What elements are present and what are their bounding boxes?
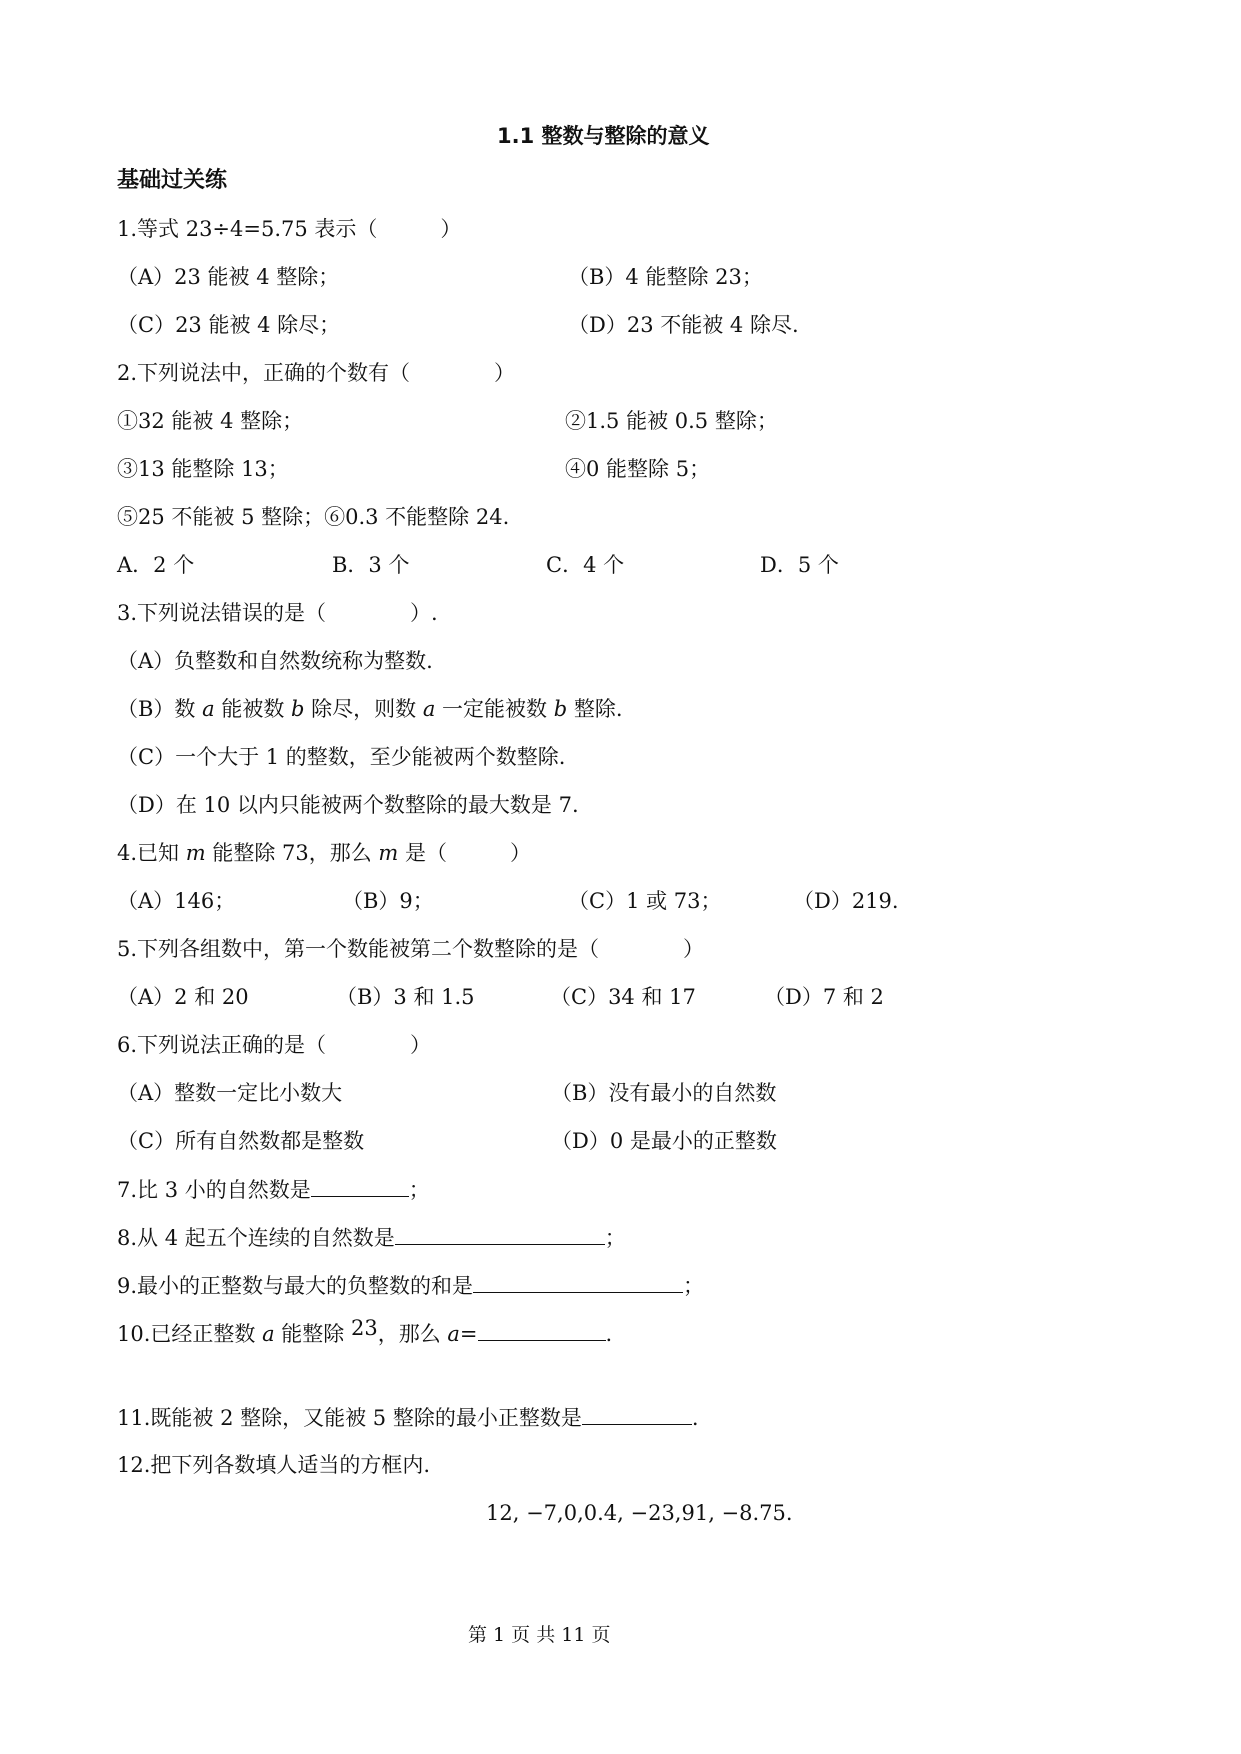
question-3-option-b: （B）数 a 能被数 b 除尽，则数 a 一定能被数 b 整除. xyxy=(117,697,623,721)
question-12-stem: 12.把下列各数填人适当的方框内. xyxy=(117,1453,431,1477)
question-2-option-a: A．2 个 xyxy=(117,553,195,577)
question-2-stem: 2.下列说法中，正确的个数有（ ） xyxy=(117,361,516,385)
question-2-statements-5-6: ⑤25 不能被 5 整除；⑥0.3 不能整除 24. xyxy=(117,505,510,529)
question-5-stem: 5.下列各组数中，第一个数能被第二个数整除的是（ ） xyxy=(117,937,705,961)
page-title: 1.1 整数与整除的意义 xyxy=(497,124,710,148)
question-2-option-b: B．3 个 xyxy=(332,553,410,577)
question-12-numbers: 12, −7,0,0.4, −23,91, −8.75. xyxy=(486,1501,793,1525)
question-2-option-c: C．4 个 xyxy=(546,553,625,577)
question-9: 9.最小的正整数与最大的负整数的和是 ； xyxy=(117,1270,704,1301)
question-5-option-a: （A）2 和 20 xyxy=(117,985,249,1009)
question-4-option-d: （D）219. xyxy=(793,889,899,913)
question-4-option-c: （C）1 或 73； xyxy=(568,889,722,913)
question-5-option-c: （C）34 和 17 xyxy=(550,985,696,1009)
question-4-option-a: （A）146； xyxy=(117,889,236,913)
superscript-number: 23 xyxy=(350,1316,378,1340)
question-6-option-b: （B）没有最小的自然数 xyxy=(551,1081,777,1105)
question-1-option-b: （B）4 能整除 23； xyxy=(568,265,763,289)
answer-blank-8[interactable] xyxy=(395,1222,605,1245)
question-8: 8.从 4 起五个连续的自然数是 ； xyxy=(117,1222,626,1253)
answer-blank-10[interactable] xyxy=(478,1318,606,1341)
question-1-stem: 1.等式 23÷4=5.75 表示（ ） xyxy=(117,217,462,241)
question-6-option-c: （C）所有自然数都是整数 xyxy=(117,1129,365,1153)
question-2-statement-1: ①32 能被 4 整除； xyxy=(117,409,304,433)
question-4-option-b: （B）9； xyxy=(342,889,434,913)
question-2-option-d: D．5 个 xyxy=(760,553,839,577)
question-5-option-d: （D）7 和 2 xyxy=(764,985,884,1009)
question-4-stem: 4.已知 m 能整除 73，那么 m 是（ ） xyxy=(117,841,531,865)
question-2-statement-3: ③13 能整除 13； xyxy=(117,457,289,481)
question-2-statement-2: ②1.5 能被 0.5 整除； xyxy=(565,409,778,433)
question-6-option-d: （D）0 是最小的正整数 xyxy=(551,1129,777,1153)
question-11: 11.既能被 2 整除，又能被 5 整除的最小正整数是 . xyxy=(117,1402,699,1433)
question-7: 7.比 3 小的自然数是 ； xyxy=(117,1174,430,1205)
question-2-statement-4: ④0 能整除 5； xyxy=(565,457,711,481)
question-1-option-a: （A）23 能被 4 整除； xyxy=(117,265,340,289)
question-3-stem: 3.下列说法错误的是（ ）. xyxy=(117,601,438,625)
question-3-option-d: （D）在 10 以内只能被两个数整除的最大数是 7. xyxy=(117,793,579,817)
page-footer: 第 1 页 共 11 页 xyxy=(468,1624,611,1646)
question-5-option-b: （B）3 和 1.5 xyxy=(336,985,475,1009)
question-6-stem: 6.下列说法正确的是（ ） xyxy=(117,1033,432,1057)
question-3-option-c: （C）一个大于 1 的整数，至少能被两个数整除. xyxy=(117,745,566,769)
question-1-option-d: （D）23 不能被 4 除尽. xyxy=(568,313,799,337)
section-heading: 基础过关练 xyxy=(117,168,228,193)
answer-blank-11[interactable] xyxy=(582,1402,692,1425)
question-10: 10.已经正整数 a 能整除 23，那么 a= . xyxy=(117,1316,613,1346)
question-6-option-a: （A）整数一定比小数大 xyxy=(117,1081,343,1105)
answer-blank-9[interactable] xyxy=(473,1270,683,1293)
question-3-option-a: （A）负整数和自然数统称为整数. xyxy=(117,649,433,673)
question-1-option-c: （C）23 能被 4 除尽； xyxy=(117,313,341,337)
answer-blank-7[interactable] xyxy=(311,1174,409,1197)
